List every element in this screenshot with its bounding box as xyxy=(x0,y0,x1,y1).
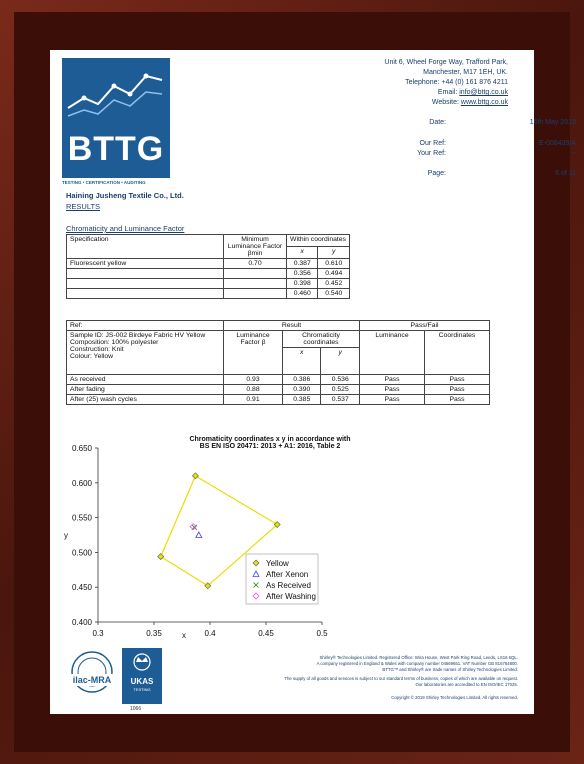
date-value: 16th May 2019 xyxy=(529,119,576,126)
ukas-number: 1066 xyxy=(130,706,142,712)
spec-y-header: y xyxy=(318,247,350,259)
address-line-2: Manchester, M17 1EH, UK. xyxy=(423,69,508,76)
y-tick-label: 0.500 xyxy=(71,548,92,558)
bttg-logo xyxy=(62,58,170,178)
passfail-col-header: Pass/Fail xyxy=(360,321,490,331)
chromaticity-chart xyxy=(50,430,350,642)
specification-table xyxy=(66,234,350,299)
page-value: 6 of 11 xyxy=(555,170,576,177)
y-tick-label: 0.550 xyxy=(71,513,92,523)
x-tick-label: 0.3 xyxy=(92,629,104,638)
row-luminance-result: Pass xyxy=(360,385,425,395)
row-x: 0.385 xyxy=(283,395,321,405)
page-label: Page: xyxy=(427,170,446,177)
y-tick-label: 0.450 xyxy=(71,583,92,593)
row-beta: 0.91 xyxy=(224,395,283,405)
spec-coord-x: 0.460 xyxy=(287,289,318,299)
spec-coord-x: 0.387 xyxy=(287,259,318,269)
ukas-logo xyxy=(122,648,162,704)
y-tick-label: 0.600 xyxy=(71,478,92,488)
footer-text xyxy=(284,655,518,688)
y-axis-label: y xyxy=(64,531,68,540)
date-label: Date: xyxy=(429,119,446,126)
spec-x-header: x xyxy=(287,247,318,259)
table-row xyxy=(67,395,490,405)
result-x-header: x xyxy=(283,348,321,375)
result-table xyxy=(66,320,490,405)
data-point xyxy=(196,532,202,538)
row-beta: 0.88 xyxy=(224,385,283,395)
row-y: 0.525 xyxy=(321,385,360,395)
sample-description xyxy=(67,331,224,375)
row-coordinates-result: Pass xyxy=(425,395,490,405)
table-row xyxy=(67,385,490,395)
chromaticity-col-header: Chromaticity coordinates xyxy=(283,331,360,348)
spec-coord-y: 0.452 xyxy=(318,279,350,289)
spec-coord-y: 0.494 xyxy=(318,269,350,279)
data-point xyxy=(192,473,198,479)
website-label: Website: xyxy=(431,99,461,106)
legend-label: After Xenon xyxy=(266,570,309,579)
row-label: As received xyxy=(67,375,224,385)
row-y: 0.536 xyxy=(321,375,360,385)
min-lum-col-header: Minimum Luminance Factor βmin xyxy=(224,235,287,259)
x-tick-label: 0.5 xyxy=(316,629,328,638)
your-ref-value: -- xyxy=(571,150,576,157)
footer-line: The supply of all goods and services is subject to our standard terms of business, copies of which are available on request. xyxy=(284,676,518,681)
results-heading: RESULTS xyxy=(66,202,101,211)
row-y: 0.537 xyxy=(321,395,360,405)
certificate-page xyxy=(50,50,576,714)
x-tick-label: 0.4 xyxy=(204,629,216,638)
spec-name: Fluorescent yellow xyxy=(67,259,224,269)
sample-construction: Construction: Knit xyxy=(70,346,124,353)
data-point xyxy=(158,554,164,560)
row-x: 0.386 xyxy=(283,375,321,385)
address-block xyxy=(384,58,508,108)
y-tick-label: 0.400 xyxy=(71,618,92,627)
email-line xyxy=(384,88,508,98)
website-line xyxy=(384,98,508,108)
row-luminance-result: Pass xyxy=(360,375,425,385)
y-tick-label: 0.650 xyxy=(71,444,92,453)
within-col-header: Within coordinates xyxy=(287,235,350,247)
spec-coord-y: 0.610 xyxy=(318,259,350,269)
spec-min-value: 0.70 xyxy=(224,259,287,269)
copyright: Copyright © 2019 Shirley Technologies Limited. All rights reserved. xyxy=(391,695,518,700)
address-line-1: Unit 6, Wheel Forge Way, Trafford Park, xyxy=(384,59,508,66)
row-luminance-result: Pass xyxy=(360,395,425,405)
chart-title-line-2: BS EN ISO 20471: 2013 + A1: 2016, Table 2 xyxy=(199,443,341,450)
beta-col-header: Luminance Factor β xyxy=(224,331,283,375)
row-coordinates-result: Pass xyxy=(425,375,490,385)
row-label: After fading xyxy=(67,385,224,395)
x-axis-label: x xyxy=(182,631,186,640)
result-col-header: Result xyxy=(224,321,360,331)
logo-word: BTTG xyxy=(67,130,165,168)
legend-label: As Received xyxy=(266,581,311,590)
chart-title-line-1: Chromaticity coordinates x y in accordance with xyxy=(189,436,351,443)
our-ref-label: Our Ref: xyxy=(419,140,446,147)
x-tick-label: 0.45 xyxy=(258,629,274,638)
website-link[interactable]: www.bttg.co.uk xyxy=(460,99,508,106)
row-beta: 0.93 xyxy=(224,375,283,385)
your-ref-label: Your Ref: xyxy=(417,150,446,157)
sample-id: Sample ID: JS-002 Birdeye Fabric HV Yellow xyxy=(70,332,206,339)
ukas-text: UKAS xyxy=(130,677,154,686)
logo-graph-icon xyxy=(62,58,170,128)
ilac-text: ilac-MRA xyxy=(72,675,112,685)
ref-col-header: Ref: xyxy=(67,321,224,331)
email-label: Email: xyxy=(437,89,460,96)
footer-line: BTTG™ and Shirley® are trade names of Shirley Technologies Limited. xyxy=(382,667,518,672)
spec-coord-x: 0.356 xyxy=(287,269,318,279)
logo-tagline: TESTING • CERTIFICATION • AUDITING xyxy=(62,180,146,185)
row-label: After (25) wash cycles xyxy=(67,395,224,405)
company-name: Haining Jusheng Textile Co., Ltd. xyxy=(66,191,184,200)
row-x: 0.390 xyxy=(283,385,321,395)
spec-coord-y: 0.540 xyxy=(318,289,350,299)
coordinates-col-header: Coordinates xyxy=(425,331,490,375)
x-tick-label: 0.35 xyxy=(146,629,162,638)
section-title: Chromaticity and Luminance Factor xyxy=(66,224,185,233)
spec-coord-x: 0.398 xyxy=(287,279,318,289)
footer-line: Our laboratories are accredited to EN ISO/IEC 17025. xyxy=(415,682,518,687)
our-ref-value: E-008439/A xyxy=(539,140,576,147)
table-row xyxy=(67,375,490,385)
footer-line: Shirley® Technologies Limited. Registered Office: Wira House, West Park Ring Road, Leeds, LS16 6QL. xyxy=(319,655,518,660)
result-y-header: y xyxy=(321,348,360,375)
email-link[interactable]: info@bttg.co.uk xyxy=(459,89,508,96)
footer-line: A company registered in England & Wales with company number 04669651. VAT Number GB 816764800. xyxy=(316,661,518,666)
ukas-sub: TESTING xyxy=(133,687,151,692)
sample-colour: Colour: Yellow xyxy=(70,353,114,360)
ilac-mra-logo xyxy=(64,650,120,698)
telephone: Telephone: +44 (0) 161 876 4211 xyxy=(405,79,508,86)
spec-col-header: Specification xyxy=(67,235,224,259)
legend-label: Yellow xyxy=(266,559,289,568)
row-coordinates-result: Pass xyxy=(425,385,490,395)
legend-label: After Washing xyxy=(266,592,316,601)
sample-composition: Composition: 100% polyester xyxy=(70,339,159,346)
luminance-col-header: Luminance xyxy=(360,331,425,375)
